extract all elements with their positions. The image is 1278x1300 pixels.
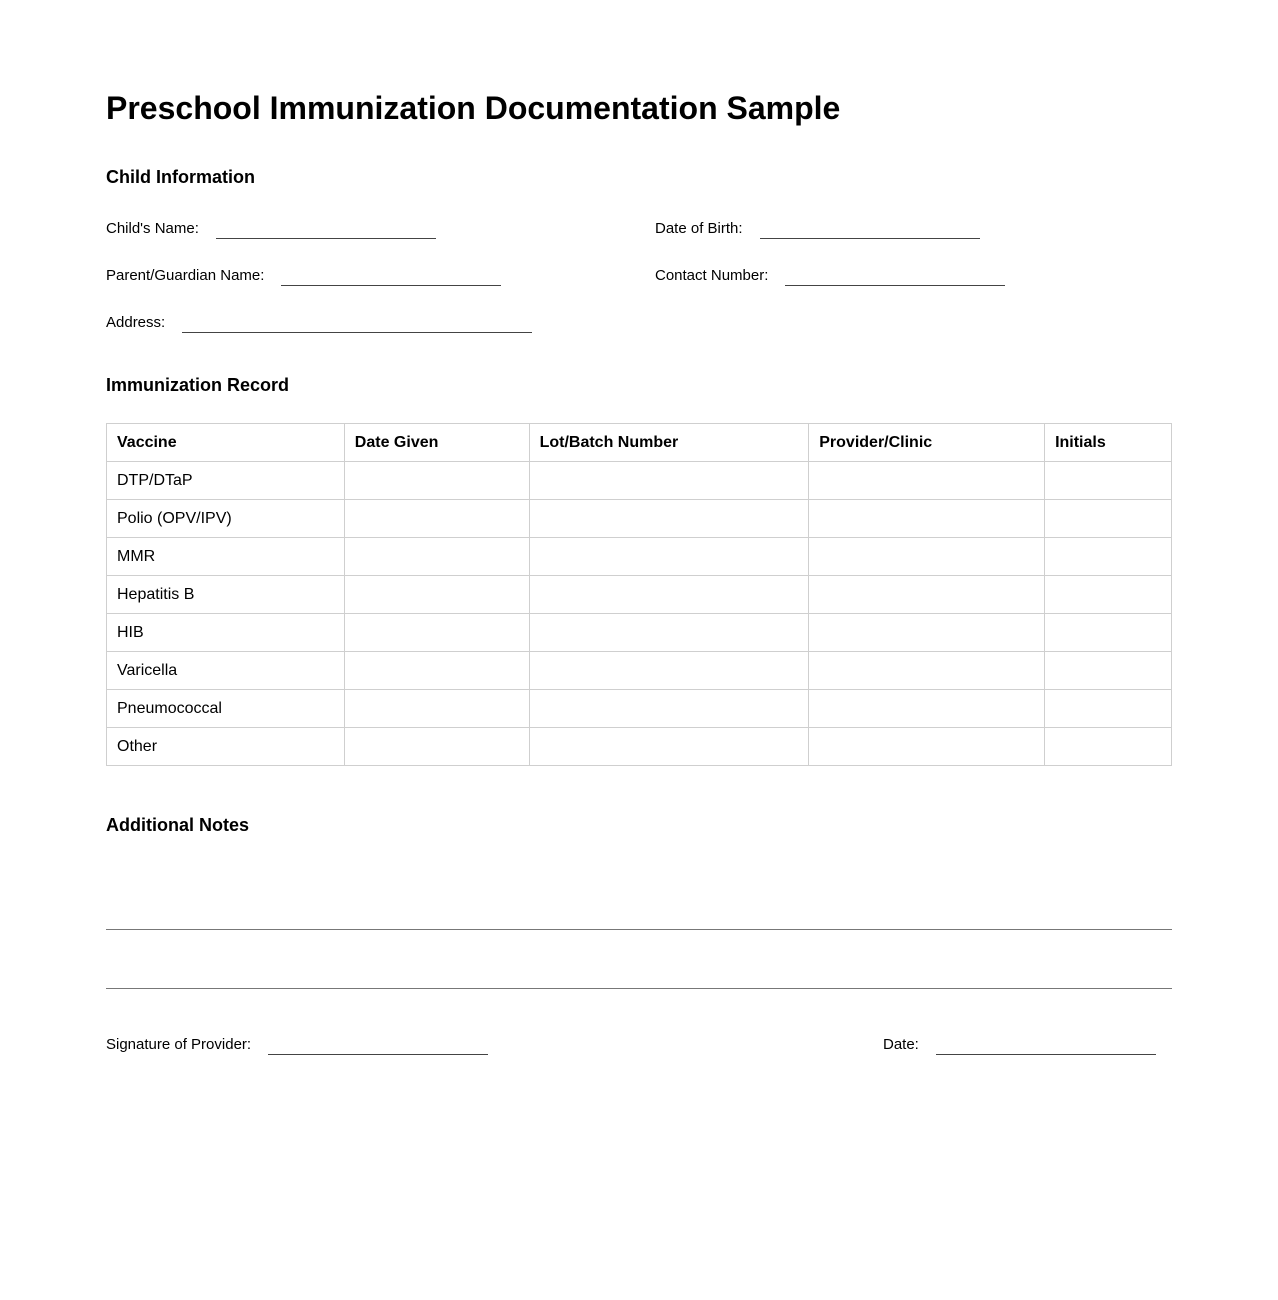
contact-number-label: Contact Number: xyxy=(655,267,769,284)
provider-clinic-cell[interactable] xyxy=(809,462,1045,500)
table-row xyxy=(107,500,1172,538)
parent-guardian-name-label: Parent/Guardian Name: xyxy=(106,267,265,284)
provider-signature-field xyxy=(106,1036,488,1054)
vaccine-cell: Polio (OPV/IPV) xyxy=(107,500,345,538)
provider-clinic-cell[interactable] xyxy=(809,500,1045,538)
date-given-cell[interactable] xyxy=(344,538,529,576)
initials-cell[interactable] xyxy=(1045,614,1172,652)
vaccine-cell: Pneumococcal xyxy=(107,690,345,728)
address-label: Address: xyxy=(106,314,166,331)
provider-clinic-cell[interactable] xyxy=(809,690,1045,728)
signature-date-input-line[interactable] xyxy=(936,1054,1156,1055)
childs-name-label: Child's Name: xyxy=(106,220,199,237)
signature-date-label: Date: xyxy=(883,1036,919,1053)
table-row xyxy=(107,462,1172,500)
initials-cell[interactable] xyxy=(1045,538,1172,576)
provider-signature-input-line[interactable] xyxy=(268,1054,488,1055)
page-title: Preschool Immunization Documentation Sample xyxy=(106,90,841,126)
childs-name-field xyxy=(106,220,436,238)
table-row xyxy=(107,690,1172,728)
notes-line[interactable] xyxy=(106,988,1172,989)
provider-clinic-cell[interactable] xyxy=(809,728,1045,766)
date-given-cell[interactable] xyxy=(344,500,529,538)
vaccine-cell: Hepatitis B xyxy=(107,576,345,614)
table-row xyxy=(107,728,1172,766)
initials-cell[interactable] xyxy=(1045,728,1172,766)
table-row xyxy=(107,538,1172,576)
childs-name-input-line[interactable] xyxy=(216,238,436,239)
initials-cell[interactable] xyxy=(1045,462,1172,500)
date-given-cell[interactable] xyxy=(344,614,529,652)
table-header-row xyxy=(107,424,1172,462)
column-header-provider-clinic: Provider/Clinic xyxy=(809,424,1045,462)
immunization-record-heading: Immunization Record xyxy=(106,375,290,395)
lot-batch-number-cell[interactable] xyxy=(529,652,809,690)
contact-number-field xyxy=(655,267,1005,285)
lot-batch-number-cell[interactable] xyxy=(529,576,809,614)
address-input-line[interactable] xyxy=(182,332,532,333)
vaccine-cell: DTP/DTaP xyxy=(107,462,345,500)
column-header-initials: Initials xyxy=(1045,424,1172,462)
provider-clinic-cell[interactable] xyxy=(809,538,1045,576)
contact-number-input-line[interactable] xyxy=(785,285,1005,286)
date-given-cell[interactable] xyxy=(344,690,529,728)
address-field xyxy=(106,314,532,332)
column-header-date-given: Date Given xyxy=(344,424,529,462)
date-of-birth-field xyxy=(655,220,980,238)
notes-line[interactable] xyxy=(106,929,1172,930)
table-row xyxy=(107,652,1172,690)
provider-clinic-cell[interactable] xyxy=(809,614,1045,652)
initials-cell[interactable] xyxy=(1045,652,1172,690)
initials-cell[interactable] xyxy=(1045,690,1172,728)
date-given-cell[interactable] xyxy=(344,462,529,500)
provider-clinic-cell[interactable] xyxy=(809,576,1045,614)
date-of-birth-label: Date of Birth: xyxy=(655,220,743,237)
provider-clinic-cell[interactable] xyxy=(809,652,1045,690)
column-header-lot-batch-number: Lot/Batch Number xyxy=(529,424,809,462)
parent-guardian-name-input-line[interactable] xyxy=(281,285,501,286)
vaccine-cell: Other xyxy=(107,728,345,766)
table-row xyxy=(107,576,1172,614)
table-row xyxy=(107,614,1172,652)
lot-batch-number-cell[interactable] xyxy=(529,690,809,728)
lot-batch-number-cell[interactable] xyxy=(529,462,809,500)
vaccine-cell: Varicella xyxy=(107,652,345,690)
lot-batch-number-cell[interactable] xyxy=(529,538,809,576)
vaccine-cell: MMR xyxy=(107,538,345,576)
initials-cell[interactable] xyxy=(1045,500,1172,538)
lot-batch-number-cell[interactable] xyxy=(529,500,809,538)
date-given-cell[interactable] xyxy=(344,652,529,690)
date-given-cell[interactable] xyxy=(344,576,529,614)
date-of-birth-input-line[interactable] xyxy=(760,238,980,239)
column-header-vaccine: Vaccine xyxy=(107,424,345,462)
parent-guardian-name-field xyxy=(106,267,501,285)
provider-signature-label: Signature of Provider: xyxy=(106,1036,252,1053)
signature-date-field xyxy=(883,1036,1156,1054)
lot-batch-number-cell[interactable] xyxy=(529,614,809,652)
date-given-cell[interactable] xyxy=(344,728,529,766)
vaccine-cell: HIB xyxy=(107,614,345,652)
lot-batch-number-cell[interactable] xyxy=(529,728,809,766)
additional-notes-heading: Additional Notes xyxy=(106,815,249,835)
initials-cell[interactable] xyxy=(1045,576,1172,614)
child-information-heading: Child Information xyxy=(106,167,255,187)
immunization-record-table xyxy=(106,423,1172,766)
